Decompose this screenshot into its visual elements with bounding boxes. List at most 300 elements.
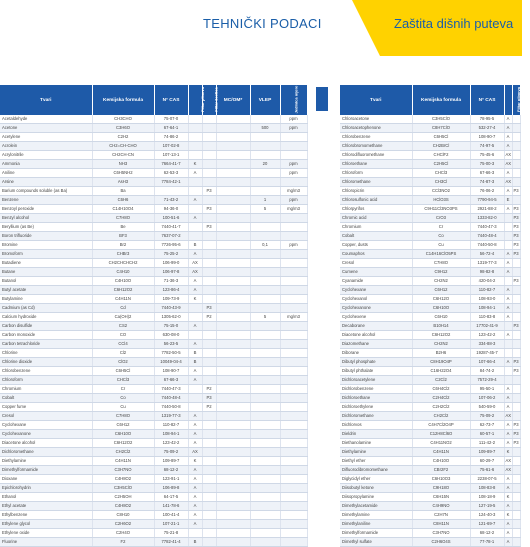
- table-cell: AX: [504, 466, 512, 475]
- table-cell: P3: [512, 277, 520, 286]
- table-row: [340, 151, 520, 160]
- substance-name: Acetaldehyde: [0, 115, 92, 124]
- table-cell: [188, 232, 202, 241]
- table-cell: [280, 142, 307, 151]
- table-row: [0, 277, 307, 286]
- table-cell: [250, 223, 280, 232]
- substance-name: Chlorine: [0, 349, 92, 358]
- table-cell: [250, 250, 280, 259]
- table-cell: [512, 178, 520, 187]
- table-cell: C8H7ClO: [412, 124, 470, 133]
- table-cell: 7782-50-5: [154, 349, 188, 358]
- table-row: [340, 160, 520, 169]
- table-cell: 108-94-1: [470, 304, 504, 313]
- table-cell: 108-83-8: [470, 484, 504, 493]
- substance-name: Calcium hydroxide: [0, 313, 92, 322]
- table-cell: [512, 160, 520, 169]
- table-row: [0, 313, 307, 322]
- table-cell: 71-43-2: [154, 196, 188, 205]
- table-cell: [512, 331, 520, 340]
- table-cell: Co: [412, 232, 470, 241]
- substance-name: Chlorobromomethane: [340, 142, 412, 151]
- substance-name: Cumene: [340, 268, 412, 277]
- table-row: [0, 304, 307, 313]
- table-cell: CH3Cl: [412, 178, 470, 187]
- table-cell: C2H4O: [92, 529, 154, 538]
- substance-name: Dichloroethane: [340, 394, 412, 403]
- table-cell: CrO3: [412, 214, 470, 223]
- table-cell: [216, 115, 250, 124]
- table-cell: C6H10: [412, 313, 470, 322]
- table-cell: C6H10O: [412, 304, 470, 313]
- substance-name: Ethylene oxide: [0, 529, 92, 538]
- table-row: [0, 214, 307, 223]
- table-cell: A: [504, 403, 512, 412]
- table-cell: [250, 376, 280, 385]
- table-cell: [216, 376, 250, 385]
- table-cell: [512, 394, 520, 403]
- table-cell: C2Cl2: [412, 376, 470, 385]
- table-cell: [216, 484, 250, 493]
- table-cell: [504, 322, 512, 331]
- substance-name: Diethyl ether: [340, 457, 412, 466]
- table-cell: A: [188, 466, 202, 475]
- table-cell: 108-93-0: [470, 295, 504, 304]
- table-cell: [216, 295, 250, 304]
- table-cell: 62-53-3: [154, 169, 188, 178]
- substance-name: Dibutyl phosphate: [340, 358, 412, 367]
- substance-name: Chlorodifluoromethane: [340, 151, 412, 160]
- table-cell: K: [504, 493, 512, 502]
- substance-name: Acetylene: [0, 133, 92, 142]
- substance-name: Difluorodibromomethane: [340, 466, 412, 475]
- table-cell: [280, 475, 307, 484]
- table-cell: [216, 142, 250, 151]
- table-cell: [202, 169, 216, 178]
- table-cell: 56-72-4: [470, 250, 504, 259]
- table-cell: [250, 295, 280, 304]
- table-row: [0, 322, 307, 331]
- table-cell: 84-74-2: [470, 367, 504, 376]
- table-cell: [280, 502, 307, 511]
- table-cell: C4H11N: [92, 457, 154, 466]
- table-cell: [202, 511, 216, 520]
- table-row: [340, 340, 520, 349]
- substance-name: Diethylamine: [0, 457, 92, 466]
- table-cell: [250, 430, 280, 439]
- table-cell: [512, 115, 520, 124]
- table-cell: [188, 178, 202, 187]
- substance-name: Dichloroacetylene: [340, 376, 412, 385]
- table-cell: C6H12O2: [412, 331, 470, 340]
- table-cell: 420-04-2: [470, 277, 504, 286]
- table-cell: [250, 448, 280, 457]
- table-row: [340, 385, 520, 394]
- substance-name: Bromoform: [0, 250, 92, 259]
- table-cell: A: [188, 493, 202, 502]
- table-row: [0, 457, 307, 466]
- substance-name: Diacetone alcohol: [340, 331, 412, 340]
- table-cell: [216, 304, 250, 313]
- table-row: [0, 133, 307, 142]
- page-title: TEHNIČKI PODACI: [203, 16, 322, 31]
- substance-name: Diazomethane: [340, 340, 412, 349]
- table-cell: ppm: [280, 241, 307, 250]
- table-cell: 106-99-0: [154, 259, 188, 268]
- table-cell: BF3: [92, 232, 154, 241]
- table-cell: 62-73-7: [470, 421, 504, 430]
- table-cell: C4H10: [92, 268, 154, 277]
- substance-name: Carbon tetrachloride: [0, 340, 92, 349]
- table-cell: [202, 520, 216, 529]
- table-row: [340, 421, 520, 430]
- table-cell: [512, 295, 520, 304]
- table-cell: 19287-45-7: [470, 349, 504, 358]
- table-cell: [216, 520, 250, 529]
- table-cell: CH2N2: [412, 277, 470, 286]
- table-row: [340, 178, 520, 187]
- substance-name: Chlorpyrifos: [340, 205, 412, 214]
- table-row: [340, 475, 520, 484]
- table-cell: A: [504, 475, 512, 484]
- substance-name: Dibutyl phthalate: [340, 367, 412, 376]
- table-row: [340, 457, 520, 466]
- table-row: [0, 331, 307, 340]
- table-cell: [250, 331, 280, 340]
- table-cell: 123-42-2: [470, 331, 504, 340]
- table-cell: C6H5Cl: [92, 367, 154, 376]
- table-cell: [280, 403, 307, 412]
- table-cell: Be: [92, 223, 154, 232]
- table-row: [340, 439, 520, 448]
- table-cell: [202, 286, 216, 295]
- table-cell: 532-27-4: [470, 124, 504, 133]
- table-cell: [512, 475, 520, 484]
- table-cell: B: [188, 358, 202, 367]
- table-cell: 107-13-1: [154, 151, 188, 160]
- table-row: [0, 151, 307, 160]
- table-cell: A: [504, 259, 512, 268]
- table-cell: [280, 250, 307, 259]
- table-cell: [512, 169, 520, 178]
- table-cell: [512, 385, 520, 394]
- table-cell: mg/m3: [280, 187, 307, 196]
- table-cell: [202, 538, 216, 547]
- table-cell: [216, 538, 250, 547]
- table-cell: [202, 439, 216, 448]
- table-cell: 68-12-2: [470, 529, 504, 538]
- table-cell: 109-73-9: [154, 295, 188, 304]
- table-cell: B2H6: [412, 349, 470, 358]
- table-row: [340, 331, 520, 340]
- table-cell: [216, 358, 250, 367]
- table-cell: [216, 214, 250, 223]
- table-cell: P3: [512, 232, 520, 241]
- table-cell: P3: [512, 250, 520, 259]
- substance-name: Dimethyl sulfate: [340, 538, 412, 547]
- substance-name: Dieldrin: [340, 430, 412, 439]
- table-cell: A: [504, 304, 512, 313]
- table-cell: B10H14: [412, 322, 470, 331]
- substance-name: Cobalt: [340, 232, 412, 241]
- table-cell: C4H11N: [92, 295, 154, 304]
- column-header: Jedinica mjere: [280, 85, 307, 115]
- table-cell: [250, 187, 280, 196]
- table-cell: CH2BrCl: [412, 142, 470, 151]
- table-cell: [250, 133, 280, 142]
- substance-name: Ethylene glycol: [0, 520, 92, 529]
- table-cell: A: [188, 214, 202, 223]
- table-cell: C4H11NO2: [412, 439, 470, 448]
- table-cell: [188, 223, 202, 232]
- column-header: MC/OM*: [216, 85, 250, 115]
- table-cell: Cr: [412, 223, 470, 232]
- substance-name: Fluorine: [0, 538, 92, 547]
- table-cell: [250, 538, 280, 547]
- table-cell: C12H8Cl6O: [412, 430, 470, 439]
- table-cell: [188, 124, 202, 133]
- table-cell: 108-90-7: [470, 133, 504, 142]
- substance-name: Carbon disulfide: [0, 322, 92, 331]
- table-cell: [512, 268, 520, 277]
- table-cell: P3: [202, 304, 216, 313]
- substance-name: Barium compounds soluble (as Ba): [0, 187, 92, 196]
- table-cell: [504, 340, 512, 349]
- substance-name: Chromium: [0, 385, 92, 394]
- table-cell: A: [188, 196, 202, 205]
- table-cell: 7664-41-7: [154, 160, 188, 169]
- table-cell: 1319-77-3: [470, 259, 504, 268]
- table-cell: [512, 502, 520, 511]
- table-cell: [280, 385, 307, 394]
- table-cell: 75-21-8: [154, 529, 188, 538]
- table-cell: [512, 493, 520, 502]
- table-cell: C2H2Cl2: [412, 403, 470, 412]
- table-row: [0, 169, 307, 178]
- table-row: [340, 403, 520, 412]
- table-row: [340, 196, 520, 205]
- table-row: [340, 511, 520, 520]
- table-cell: A: [188, 475, 202, 484]
- table-cell: C4H10O: [412, 457, 470, 466]
- table-cell: [216, 475, 250, 484]
- table-cell: ppm: [280, 124, 307, 133]
- substances-table-right: [340, 85, 521, 547]
- substance-name: Cobalt: [0, 394, 92, 403]
- table-cell: [216, 151, 250, 160]
- substance-name: Chromic acid: [340, 214, 412, 223]
- table-cell: [216, 511, 250, 520]
- table-cell: 0,1: [250, 241, 280, 250]
- table-cell: 75-61-6: [470, 466, 504, 475]
- table-cell: [216, 367, 250, 376]
- table-cell: [512, 538, 520, 547]
- table-cell: [202, 412, 216, 421]
- table-cell: A: [504, 529, 512, 538]
- table-row: [340, 394, 520, 403]
- table-cell: B: [188, 349, 202, 358]
- table-cell: C6H10O3: [412, 475, 470, 484]
- table-cell: [216, 277, 250, 286]
- table-cell: P2: [202, 385, 216, 394]
- table-cell: A: [188, 376, 202, 385]
- table-cell: [216, 403, 250, 412]
- table-cell: CCl3NO2: [412, 187, 470, 196]
- table-cell: 5: [250, 205, 280, 214]
- table-cell: P2: [202, 403, 216, 412]
- table-cell: [250, 475, 280, 484]
- column-header: N° CAS: [154, 85, 188, 115]
- table-cell: P3: [512, 187, 520, 196]
- table-cell: K: [188, 457, 202, 466]
- table-cell: C4H7Cl2O4P: [412, 421, 470, 430]
- table-cell: P3: [512, 214, 520, 223]
- table-cell: [188, 205, 202, 214]
- table-cell: CCl4: [92, 340, 154, 349]
- table-cell: [202, 295, 216, 304]
- table-cell: [280, 259, 307, 268]
- table-cell: [250, 115, 280, 124]
- table-cell: 75-07-0: [154, 115, 188, 124]
- substance-name: Cyclohexene: [340, 313, 412, 322]
- table-cell: 75-09-2: [154, 448, 188, 457]
- table-cell: C4H9NO: [412, 502, 470, 511]
- table-cell: [216, 439, 250, 448]
- table-cell: A: [504, 394, 512, 403]
- table-cell: C6H4Cl2: [412, 385, 470, 394]
- table-cell: [250, 322, 280, 331]
- table-cell: [202, 142, 216, 151]
- table-cell: A: [188, 511, 202, 520]
- table-cell: 1: [250, 196, 280, 205]
- table-cell: [280, 349, 307, 358]
- table-row: [340, 430, 520, 439]
- table-cell: K: [504, 511, 512, 520]
- table-cell: [280, 340, 307, 349]
- substance-name: Dimethylformamide: [340, 529, 412, 538]
- table-row: [0, 268, 307, 277]
- table-cell: [202, 250, 216, 259]
- table-cell: 107-06-2: [470, 394, 504, 403]
- substance-name: Cyclohexanone: [340, 304, 412, 313]
- table-cell: [280, 412, 307, 421]
- table-cell: P3: [512, 430, 520, 439]
- substance-name: Cresol: [340, 259, 412, 268]
- table-cell: [512, 259, 520, 268]
- table-cell: [216, 169, 250, 178]
- table-cell: C2H6O4S: [412, 538, 470, 547]
- table-row: [0, 430, 307, 439]
- substance-name: Ethanol: [0, 493, 92, 502]
- table-row: [340, 223, 520, 232]
- substance-name: Diethylamine: [340, 448, 412, 457]
- table-cell: 78-95-5: [470, 115, 504, 124]
- table-cell: A: [188, 484, 202, 493]
- table-cell: A: [188, 322, 202, 331]
- table-cell: 540-59-0: [470, 403, 504, 412]
- table-cell: A: [504, 268, 512, 277]
- table-cell: [250, 412, 280, 421]
- table-cell: [280, 376, 307, 385]
- table-cell: [216, 385, 250, 394]
- table-cell: [216, 286, 250, 295]
- table-cell: C2H7N: [412, 511, 470, 520]
- table-cell: [512, 349, 520, 358]
- table-row: [0, 124, 307, 133]
- table-cell: 141-78-6: [154, 502, 188, 511]
- table-cell: [202, 529, 216, 538]
- substance-name: Acetone: [0, 124, 92, 133]
- table-cell: Cd: [92, 304, 154, 313]
- table-cell: 75-09-2: [470, 412, 504, 421]
- table-cell: CH2Cl2: [92, 448, 154, 457]
- table-cell: ppm: [280, 160, 307, 169]
- table-cell: P2: [202, 313, 216, 322]
- substance-name: Butyl acetate: [0, 286, 92, 295]
- table-cell: A: [504, 439, 512, 448]
- table-cell: 60-57-1: [470, 430, 504, 439]
- table-row: [0, 439, 307, 448]
- table-cell: 77-78-1: [470, 538, 504, 547]
- table-cell: A: [504, 169, 512, 178]
- table-cell: [202, 367, 216, 376]
- table-cell: C7H8O: [92, 214, 154, 223]
- table-cell: [280, 394, 307, 403]
- table-cell: P3: [512, 322, 520, 331]
- substance-name: Carbon monoxide: [0, 331, 92, 340]
- substance-name: Dichlorvos: [340, 421, 412, 430]
- table-cell: AsH3: [92, 178, 154, 187]
- table-cell: A: [504, 115, 512, 124]
- table-cell: [202, 115, 216, 124]
- table-cell: [216, 259, 250, 268]
- table-cell: [280, 457, 307, 466]
- table-cell: CHCl3: [412, 169, 470, 178]
- table-row: [0, 241, 307, 250]
- table-cell: Cr: [92, 385, 154, 394]
- table-cell: C2H6O2: [92, 520, 154, 529]
- substance-name: Butanol: [0, 277, 92, 286]
- table-cell: [280, 511, 307, 520]
- table-cell: Br2: [92, 241, 154, 250]
- table-cell: [250, 232, 280, 241]
- table-cell: [202, 124, 216, 133]
- table-row: [340, 520, 520, 529]
- substance-name: Chloroacetone: [340, 115, 412, 124]
- table-cell: 98-82-8: [470, 268, 504, 277]
- table-row: [0, 295, 307, 304]
- table-cell: A: [504, 430, 512, 439]
- table-cell: [202, 232, 216, 241]
- table-cell: C16H22O4: [412, 367, 470, 376]
- table-cell: [512, 196, 520, 205]
- table-cell: C6H5NH2: [92, 169, 154, 178]
- table-cell: [188, 304, 202, 313]
- table-cell: [202, 448, 216, 457]
- table-cell: 75-45-6: [470, 151, 504, 160]
- table-cell: [188, 394, 202, 403]
- table-cell: P3: [512, 241, 520, 250]
- table-cell: 7440-47-3: [154, 385, 188, 394]
- table-cell: [250, 214, 280, 223]
- substance-name: Diisobutyl ketone: [340, 484, 412, 493]
- table-row: [340, 250, 520, 259]
- substance-name: Chlorosulfonic acid: [340, 196, 412, 205]
- table-cell: ppm: [280, 196, 307, 205]
- table-cell: 74-97-5: [470, 142, 504, 151]
- table-cell: [216, 349, 250, 358]
- table-row: [340, 277, 520, 286]
